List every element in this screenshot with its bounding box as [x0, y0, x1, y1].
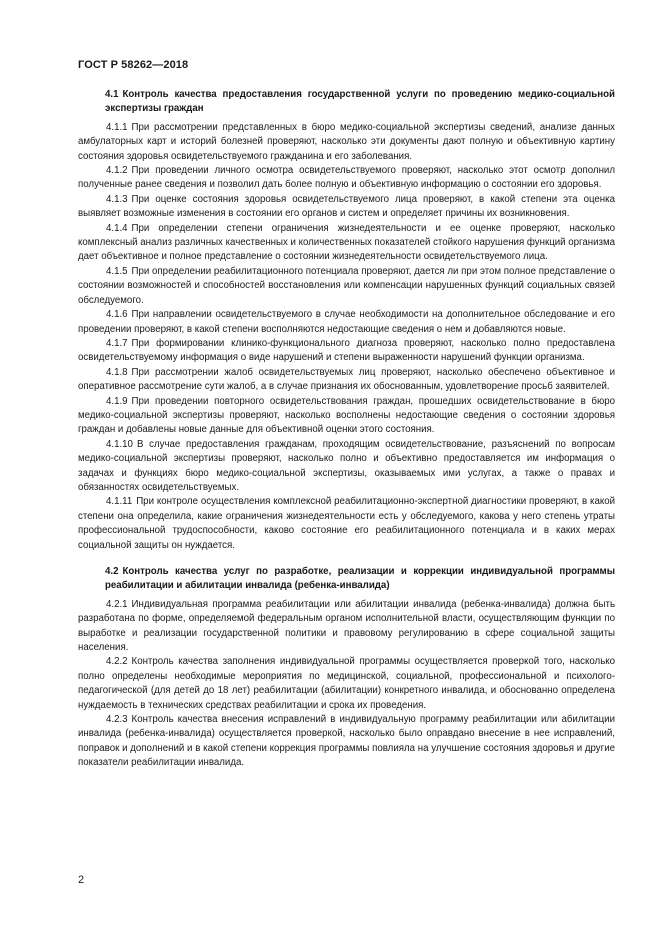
clause-text: При рассмотрении представленных в бюро медико-социальной экспертизы сведений, анализе данных амбулаторных карт и историй болезней проверяют, насколько эти документы дают полную и объективную картину состояния здоровья освидетельствуемого гражданина и его заболевания.	[78, 121, 615, 162]
clause-text: При рассмотрении жалоб освидетельствуемых лиц проверяют, насколько обеспечено объективное и оперативное рассмотрение сути жалоб, а в случае признания их обоснованным, удовлетворение просьб заявителей.	[78, 366, 615, 393]
clause-paragraph	[78, 308, 615, 337]
clause-number: 4.1.11	[106, 496, 133, 508]
clause-paragraph	[78, 395, 615, 438]
section-4-2	[78, 565, 615, 771]
clause-paragraph	[78, 438, 615, 496]
clause-paragraph	[78, 265, 615, 308]
clause-text: При формировании клинико-функционального диагноза проверяют, насколько полно предоставлена освидетельствуемому информация о виде нарушений и степени выраженности нарушений функции организма.	[78, 337, 615, 364]
clause-text: При определении степени ограничения жизнедеятельности и ее оценке проверяют, насколько комплексный анализ различных качественных и количественных показателей стойкого нарушения функций организма дает объективное и полное представление о состоянии жизнедеятельности освидетельствуемого лица.	[78, 222, 615, 263]
clause-paragraph	[78, 495, 615, 553]
clause-text: При определении реабилитационного потенциала проверяют, дается ли при этом полное представление о состоянии возможностей и способностей восстановления или компенсации нарушенных функций социальных связей обследуемого.	[78, 265, 615, 306]
clause-text: Контроль качества внесения исправлений в индивидуальную программу реабилитации или абилитации инвалида (ребенка-инвалида) осуществляется проверкой, насколько было оправдано внесение в нее исправлений, поправок и дополнений и в какой степени коррекция программы повлияла на улучшение состояния здоровья и другие показатели реабилитации инвалида.	[78, 714, 615, 769]
clause-paragraph	[78, 366, 615, 395]
clause-paragraph	[78, 598, 615, 656]
section-4-1	[78, 88, 615, 553]
clause-number: 4.1.2	[106, 165, 128, 177]
clause-paragraph	[78, 713, 615, 771]
clause-number: 4.1.1	[106, 121, 128, 133]
clause-text: Индивидуальная программа реабилитации или абилитации инвалида (ребенка-инвалида) должна быть разработана по форме, определяемой федеральным органом исполнительной власти, осуществляющим функции по выработке и реализации государственной политики и правовому регулированию в сфере социальной защиты населения.	[78, 598, 615, 654]
clause-number: 4.1.5	[106, 265, 128, 277]
clause-text: Контроль качества заполнения индивидуальной программы осуществляется проверкой того, насколько полно определены необходимые мероприятия по медицинской, социальной, профессиональной и психолого-педагогической (для детей до 18 лет) реабилитации (абилитации) конкретного инвалида, и обоснованно определена нуждаемость в технических средствах реабилитации и срока их проведения.	[78, 656, 615, 711]
clause-text: При проведении повторного освидетельствования граждан, прошедших освидетельствование в бюро медико-социальной экспертизы проверяют, насколько восполнены недостающие сведения о состоянии здоровья граждан и добавлены новые данные для объективной оценки этого состояния.	[78, 395, 615, 436]
clause-number: 4.1.10	[106, 438, 133, 450]
clause-number: 4.2.2	[106, 656, 128, 668]
clause-paragraph	[78, 121, 615, 164]
clause-number: 4.1.8	[106, 366, 128, 378]
clause-text: При направлении освидетельствуемого в случае необходимости на дополнительное обследование и его проведении проверяют, в какой степени восполняются недостающие сведения о нем и добавляются новые.	[78, 309, 615, 335]
section-title-text: Контроль качества услуг по разработке, реализации и коррекции индивидуальной программы реабилитации и абилитации инвалида (ребенка-инвалида)	[105, 566, 615, 592]
clause-text: При контроле осуществления комплексной реабилитационно-экспертной диагностики проверяют, в какой степени она определила, какие ограничения жизнедеятельности есть у обследуемого, какова у него степень утраты профессиональной трудоспособности, каково состояние его реабилитационного потенциала и в каких мерах социальной защиты он нуждается.	[78, 496, 615, 551]
section-title-text: Контроль качества предоставления государственной услуги по проведению медико-социальной экспертизы граждан	[105, 89, 615, 115]
document-header: ГОСТ Р 58262—2018	[78, 59, 189, 71]
clause-number: 4.1.6	[106, 309, 128, 321]
section-title	[78, 88, 615, 117]
clause-text: В случае предоставления гражданам, проходящим освидетельствование, разъяснений по вопросам медико-социальной экспертизы проверяют, насколько полно и объективно предоставляется им информация о задачах и функциях бюро медико-социальной экспертизы, оказываемых ими услугах, а также о правах и обязанностях освидетельствуемых.	[78, 438, 615, 493]
clause-paragraph	[78, 193, 615, 222]
clause-number: 4.1.3	[106, 193, 128, 205]
page-number: 2	[78, 874, 85, 886]
document-body	[78, 88, 615, 771]
section-title	[78, 565, 615, 594]
section-number: 4.2	[105, 566, 119, 577]
clause-paragraph	[78, 337, 615, 366]
clause-text: При проведении личного осмотра освидетельствуемого проверяют, насколько этот осмотр дополнил полученные ранее сведения и позволил дать более полную и объективную информацию о состоянии его здоровья.	[78, 165, 615, 191]
clause-text: При оценке состояния здоровья освидетельствуемого лица проверяют, в какой степени эта оценка выявляет возможные изменения в состоянии его органов и систем и определяет причины их возникновения.	[78, 193, 615, 220]
clause-number: 4.1.9	[106, 395, 128, 407]
clause-number: 4.1.7	[106, 337, 128, 349]
clause-paragraph	[78, 655, 615, 713]
clause-number: 4.1.4	[106, 222, 128, 234]
section-spacer	[78, 553, 615, 565]
clause-number: 4.2.3	[106, 714, 128, 726]
clause-number: 4.2.1	[106, 598, 128, 610]
clause-paragraph	[78, 222, 615, 265]
clause-paragraph	[78, 164, 615, 193]
section-number: 4.1	[105, 89, 119, 100]
